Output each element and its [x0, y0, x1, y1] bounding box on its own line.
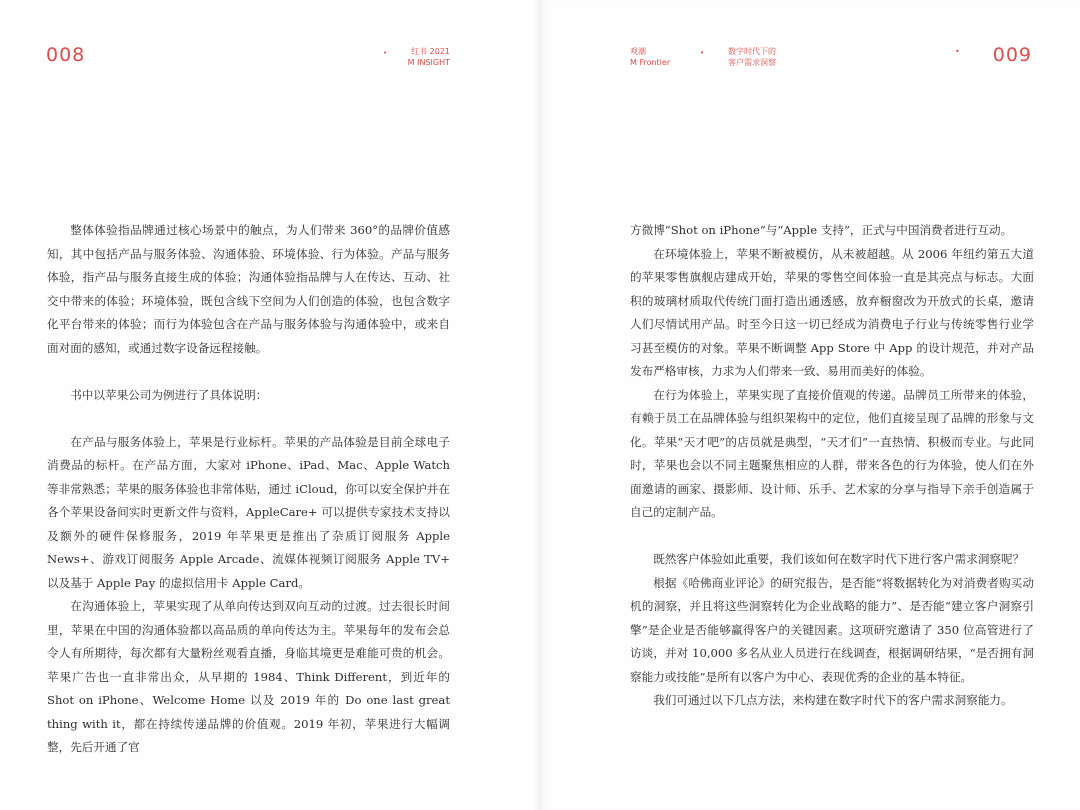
header-section-line2: M Frontier	[630, 58, 671, 67]
bullet-dot: •	[383, 49, 388, 57]
right-body-text	[630, 219, 1034, 713]
header-topic-line2: 客户需求洞察	[728, 58, 776, 67]
paragraph: 在产品与服务体验上，苹果是行业标杆。苹果的产品体验是目前全球电子消费品的标杆。在产品方面，大家对 iPhone、iPad、Mac、Apple Watch 等非常熟悉；苹果的服务体验也非常体贴，通过 iCloud，你可以安全保护并在各个苹果设备间实时更新文件与资料，AppleCare+ 可以提供专家技术支持以及额外的硬件保修服务，2019 年苹果更是推出了杂质订阅服务 Apple News+、游戏订阅服务 Apple Arcade、流媒体视频订阅服务 Apple TV+ 以及基于 Apple Pay 的虚拟信用卡 Apple Card。	[47, 434, 450, 590]
header-topic-line1: 数字时代下的	[728, 47, 776, 56]
left-body-text	[47, 219, 450, 760]
running-header-topic	[728, 46, 776, 68]
paragraph: 方微博“Shot on iPhone”与“Apple 支持”，正式与中国消费者进行互动。	[630, 223, 1013, 237]
paragraph: 根据《哈佛商业评论》的研究报告，是否能“将数据转化为对消费者购买动机的洞察，并且将这些洞察转化为企业战略的能力”、是否能“建立客户洞察引擎”是企业是否能够赢得客户的关键因素。这项研究邀请了 350 位高管进行了访谈，并对 10,000 多名从业人员进行在线调查，根据调研结果，“是否拥有洞察能力或技能”是所有以客户为中心、表现优秀的企业的基本特征。	[630, 575, 1034, 684]
header-brand-line1: 红书 2021	[411, 47, 450, 56]
header-section-line1: 观潮	[630, 47, 646, 56]
right-page	[540, 0, 1080, 810]
paragraph: 既然客户体验如此重要，我们该如何在数字时代下进行客户需求洞察呢？	[653, 552, 1025, 566]
paragraph: 在环境体验上，苹果不断被模仿，从未被超越。从 2006 年纽约第五大道的苹果零售旗舰店建成开始，苹果的零售空间体验一直是其亮点与标志。大面积的玻璃材质取代传统门面打造出通透感，放弃橱窗改为开放式的长桌，邀请人们尽情试用产品。时至今日这一切已经成为消费电子行业与传统零售行业学习甚至模仿的对象。苹果不断调整 App Store 中 App 的设计规范，并对产品发布严格审核，力求为人们带来一致、易用而美好的体验。	[630, 246, 1034, 378]
running-header-section	[630, 46, 705, 68]
page-number-left: 008	[46, 44, 86, 66]
paragraph: 书中以苹果公司为例进行了具体说明：	[70, 387, 268, 402]
paragraph: 在沟通体验上，苹果实现了从单向传达到双向互动的过渡。过去很长时间里，苹果在中国的沟通体验都以高品质的单向传达为主。苹果每年的发布会总令人有所期待，每次都有大量粉丝观看直播，身临其境更是难能可贵的机会。苹果广告也一直非常出众，从早期的 1984、Think Different，到近年的 Shot on iPhone、Welcome Home 以及 2019 年的 Do one last great thing with it，都在持续传递品牌的价值观。2019 年初，苹果进行大幅调整，先后开通了官	[47, 599, 450, 754]
running-header-left	[383, 46, 450, 68]
paragraph: 整体体验指品牌通过核心场景中的触点，为人们带来 360°的品牌价值感知，其中包括产品与服务体验、沟通体验、环境体验、行为体验。产品与服务体验，指产品与服务直接生成的体验；沟通体验指品牌与人在传达、互动、社交中带来的体验；环境体验，既包含线下空间为人们创造的体验，也包含数字化平台带来的体验；而行为体验包含在产品与服务体验与沟通体验中，或来自面对面的感知，或通过数字设备远程接触。	[47, 223, 450, 355]
header-bullet-right	[955, 46, 960, 57]
paragraph: 在行为体验上，苹果实现了直接价值观的传递。品牌员工所带来的体验，有赖于员工在品牌体验与组织架构中的定位，他们直接呈现了品牌的形象与文化。苹果“天才吧”的店员就是典型，“天才们”一直热情、积极而专业。与此同时，苹果也会以不同主题聚焦相应的人群，带来各色的行为体验，使人们在外面邀请的画家、摄影师、设计师、乐手、艺术家的分享与指导下亲手创造属于自己的定制产品。	[630, 387, 1034, 519]
bullet-dot: •	[955, 47, 960, 56]
bullet-dot: •	[700, 49, 705, 57]
paragraph: 我们可通过以下几点方法，来构建在数字时代下的客户需求洞察能力。	[653, 693, 1013, 707]
page-number-right: 009	[992, 44, 1032, 66]
header-brand-line2: M INSIGHT	[407, 58, 450, 67]
